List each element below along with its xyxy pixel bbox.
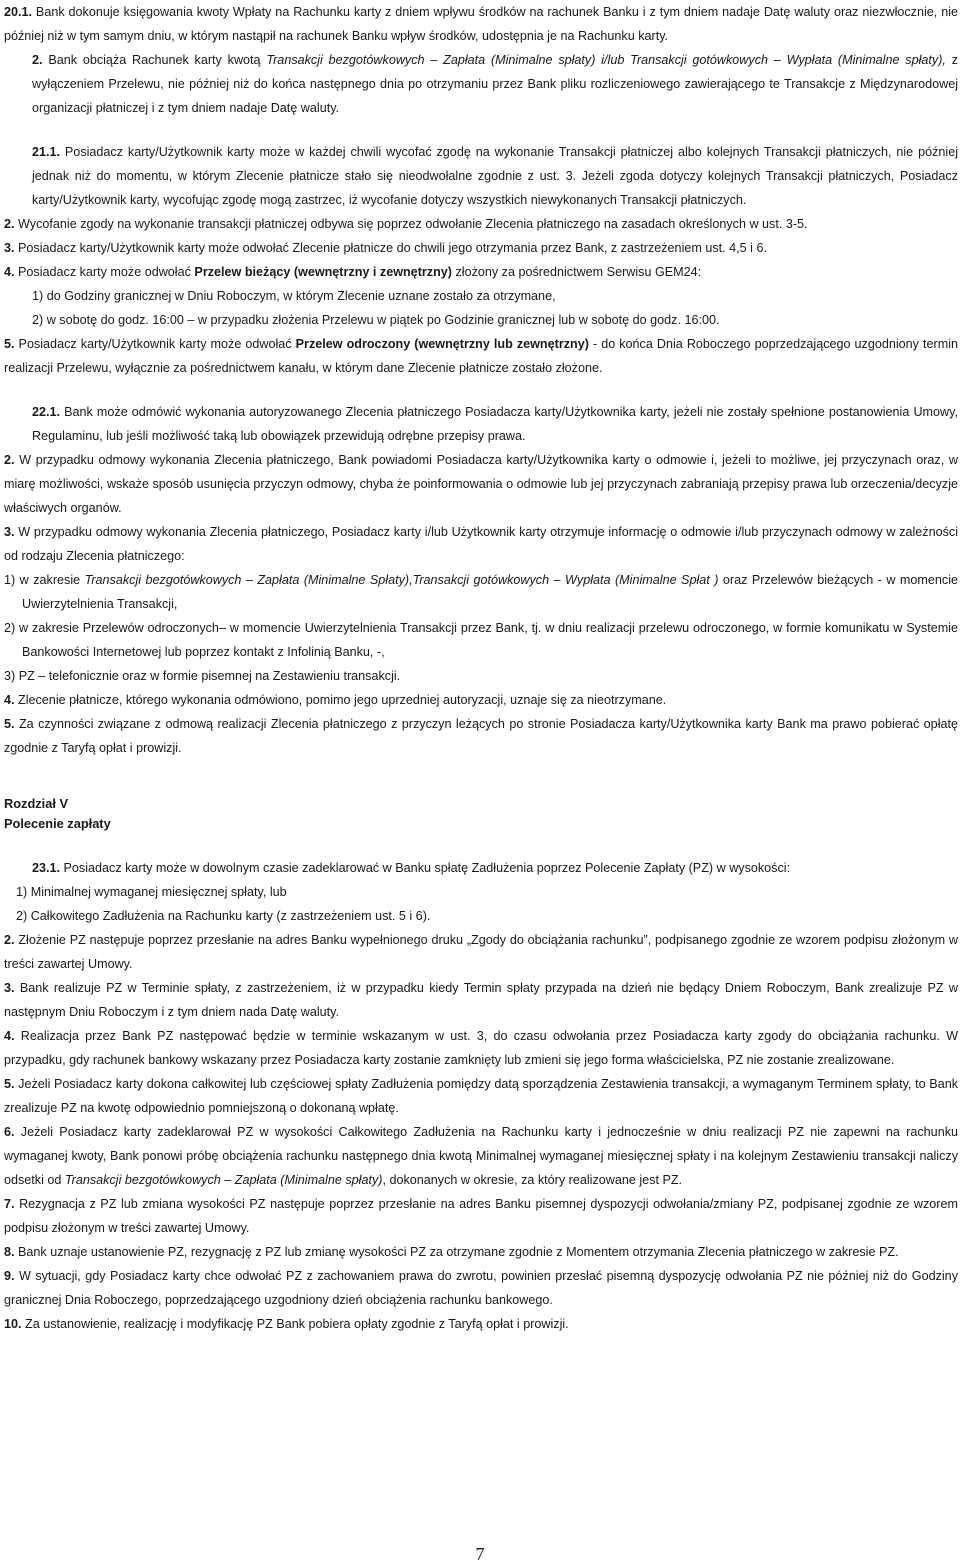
paragraph-text: Posiadacz karty/Użytkownik karty może odwołać	[14, 337, 296, 351]
page-number: 7	[475, 1544, 485, 1564]
paragraph-text: Złożenie PZ następuje poprzez przesłanie na adres Banku wypełnionego druku „Zgody do obciążania rachunku”, podpisanego zgodnie ze wzorem podpisu złożonym w treści zawartej Umowy.	[4, 933, 958, 971]
paragraph-italic: Transakcji bezgotówkowych – Zapłata (Minimalne spłaty)	[64, 1173, 383, 1187]
paragraph-text: Bank obciąża Rachunek karty kwotą	[42, 53, 267, 67]
paragraph-text: Za czynności związane z odmową realizacji Zlecenia płatniczego z przyczyn leżących po stronie Posiadacza karty/Użytkownika karty Bank ma prawo pobierać opłatę zgodnie z Taryfą opłat i prowizji.	[4, 717, 958, 755]
list-item: 1) do Godziny granicznej w Dniu Roboczym, w którym Zlecenie uznane zostało za otrzymane,	[32, 289, 556, 303]
paragraph-text: Bank może odmówić wykonania autoryzowanego Zlecenia płatniczego Posiadacza karty/Użytkownika karty, jeżeli nie zostały spełnione postanowienia Umowy, Regulaminu, lub jeśli możliwość taką lub obowiązek przewidują odrębne przepisy prawa.	[32, 405, 958, 443]
paragraph-number: 5.	[4, 1077, 15, 1091]
paragraph-text: - do końca Dnia Roboczego poprzedzającego uzgodniony termin realizacji Przelewu, wyłącznie za pośrednictwem kanału, w którym dane Zlecenie płatnicze zostało złożone.	[4, 337, 959, 375]
section-gap	[4, 120, 958, 140]
paragraph-20-1	[4, 0, 958, 48]
paragraph-text: Wycofanie zgody na wykonanie transakcji płatniczej odbywa się poprzez odwołanie Zlecenia płatniczego na zasadach określonych w ust. 3-5.	[14, 217, 808, 231]
paragraph-22-2	[4, 448, 958, 520]
paragraph-23-5	[4, 1072, 958, 1120]
paragraph-23-7	[4, 1192, 958, 1240]
list-item: 2) w zakresie Przelewów odroczonych– w momencie Uwierzytelnienia Transakcji przez Bank, tj. w dniu realizacji przelewu odroczonego, w formie komunikatu w Systemie Bankowości Internetowej lub poprzez kontakt z Infolinią Banku, -,	[4, 621, 958, 659]
paragraph-23-6	[4, 1120, 958, 1192]
paragraph-number: 4.	[4, 265, 15, 279]
list-item-italic: Transakcji bezgotówkowych – Zapłata (Minimalne Spłaty),Transakcji gotówkowych – Wypłata (Minimalne Spłat )	[84, 573, 719, 587]
paragraph-bold: Przelew bieżący (wewnętrzny i zewnętrzny)	[194, 265, 452, 279]
paragraph-22-4	[4, 688, 958, 712]
paragraph-text: Posiadacz karty/Użytkownik karty może odwołać Zlecenie płatnicze do chwili jego otrzymania przez Bank, z zastrzeżeniem ust. 4,5 i 6.	[14, 241, 767, 255]
document-page	[4, 0, 958, 1336]
paragraph-text: Realizacja przez Bank PZ następować będzie w terminie wskazanym w ust. 3, do czasu odwołania przez Posiadacza karty zgody do obciążania rachunku. W przypadku, gdy rachunek bankowy wskazany przez Posiadacza karty zostanie zamknięty lub zmieni się jego forma właścicielska, PZ nie zostanie zrealizowane.	[4, 1029, 958, 1067]
paragraph-21-5	[4, 332, 958, 380]
paragraph-text: Zlecenie płatnicze, którego wykonania odmówiono, pomimo jego uprzedniej autoryzacji, uznaje się za nieotrzymane.	[14, 693, 667, 707]
paragraph-23-1	[4, 856, 958, 880]
paragraph-21-4	[4, 260, 958, 284]
paragraph-number: 2.	[4, 933, 15, 947]
paragraph-text: Bank realizuje PZ w Terminie spłaty, z zastrzeżeniem, iż w przypadku kiedy Termin spłaty przypada na dzień nie będący Dniem Roboczym, Bank zrealizuje PZ w następnym Dniu Roboczym i z tym dniem nada Datę waluty.	[4, 981, 958, 1019]
paragraph-number: 23.1.	[32, 861, 61, 875]
section-gap	[4, 760, 958, 794]
paragraph-20-2	[4, 48, 958, 120]
paragraph-number: 20.1.	[4, 5, 33, 19]
list-item: 3) PZ – telefonicznie oraz w formie pisemnej na Zestawieniu transakcji.	[4, 669, 401, 683]
paragraph-number: 2.	[4, 217, 15, 231]
paragraph-text: z wyłączeniem Przelewu, nie później niż do końca następnego dnia po otrzymaniu przez Bank pliku rozliczeniowego zawierającego te Transakcje z Międzynarodowej organizacji płatniczej i z tym dniem nadaje Datę waluty.	[32, 53, 958, 115]
paragraph-text: Rezygnacja z PZ lub zmiana wysokości PZ następuje poprzez przesłanie na adres Banku pisemnej dyspozycji odwołania/zmiany PZ, podpisanej zgodnie ze wzorem podpisu złożonym w treści zawartej Umowy.	[4, 1197, 958, 1235]
paragraph-23-10	[4, 1312, 958, 1336]
paragraph-number: 8.	[4, 1245, 15, 1259]
paragraph-text: Posiadacz karty/Użytkownik karty może w każdej chwili wycofać zgodę na wykonanie Transakcji płatniczej albo kolejnych Transakcji płatniczych, nie później jednak niż do momentu, w którym Zlecenie płatnicze stało się nieodwołalne zgodnie z ust. 3. Jeżeli zgoda dotyczy kolejnych Transakcji płatniczych, Posiadacz karty/Użytkownik karty, wycofując zgodę mogą zastrzec, iż wycofanie dotyczy wszystkich niewykonanych Transakcji płatniczych.	[32, 145, 958, 207]
paragraph-text: Posiadacz karty może w dowolnym czasie zadeklarować w Banku spłatę Zadłużenia poprzez Polecenie Zapłaty (PZ) w wysokości:	[60, 861, 791, 875]
paragraph-number: 6.	[4, 1125, 15, 1139]
list-item-text: 1) w zakresie	[4, 573, 85, 587]
paragraph-21-1	[4, 140, 958, 212]
paragraph-text: W przypadku odmowy wykonania Zlecenia płatniczego, Posiadacz karty i/lub Użytkownik karty otrzymuje informację o odmowie i/lub przyczynach odmowy w zależności od rodzaju Zlecenia płatniczego:	[4, 525, 958, 563]
list-item: 2) Całkowitego Zadłużenia na Rachunku karty (z zastrzeżeniem ust. 5 i 6).	[16, 909, 431, 923]
paragraph-text: , dokonanych w okresie, za który realizowane jest PZ.	[382, 1173, 683, 1187]
paragraph-23-2	[4, 928, 958, 976]
paragraph-text: Jeżeli Posiadacz karty zadeklarował PZ w wysokości Całkowitego Zadłużenia na Rachunku karty i jednocześnie w dniu realizacji PZ nie zapewni na rachunku wymaganej kwoty, Bank ponowi próbę obciążenia rachunku następnego dnia kwotą Minimalnej wymaganej miesięcznej spłaty i na kolejnym Zestawieniu transakcji naliczy odsetki od	[4, 1125, 958, 1187]
paragraph-number: 3.	[4, 525, 15, 539]
paragraph-text: W przypadku odmowy wykonania Zlecenia płatniczego, Bank powiadomi Posiadacza karty/Użytkownika karty o odmowie i, jeżeli to możliwe, jej przyczynach oraz, w miarę możliwości, wskaże sposób usunięcia przyczyn odmowy, chyba że poinformowania o odmowie lub jej przyczynach zabraniają przepisy prawa lub orzeczenia/decyzje właściwych organów.	[4, 453, 958, 515]
paragraph-number: 4.	[4, 1029, 15, 1043]
paragraph-text: Posiadacz karty może odwołać	[14, 265, 195, 279]
paragraph-23-9	[4, 1264, 958, 1312]
paragraph-text: Za ustanowienie, realizację i modyfikację PZ Bank pobiera opłaty zgodnie z Taryfą opłat i prowizji.	[21, 1317, 569, 1331]
paragraph-number: 7.	[4, 1197, 15, 1211]
paragraph-number: 3.	[4, 241, 15, 255]
paragraph-italic: Transakcji bezgotówkowych – Zapłata (Minimalne spłaty) i/lub Transakcji gotówkowych – Wypłata (Minimalne spłaty),	[266, 53, 952, 67]
paragraph-22-5	[4, 712, 958, 760]
paragraph-text: złożony za pośrednictwem Serwisu GEM24:	[451, 265, 702, 279]
list-item: 1) Minimalnej wymaganej miesięcznej spłaty, lub	[16, 885, 287, 899]
paragraph-number: 9.	[4, 1269, 15, 1283]
paragraph-number: 5.	[4, 717, 15, 731]
paragraph-text: W sytuacji, gdy Posiadacz karty chce odwołać PZ z zachowaniem prawa do zwrotu, powinien przesłać pisemną dyspozycję odwołania PZ nie później niż do Godziny granicznej Dnia Roboczego, poprzedzającego uzgodniony dzień obciążenia rachunku bankowego.	[4, 1269, 958, 1307]
paragraph-23-3	[4, 976, 958, 1024]
paragraph-number: 3.	[4, 981, 15, 995]
list-item	[4, 568, 958, 616]
paragraph-21-2	[4, 212, 958, 236]
paragraph-number: 2.	[32, 53, 43, 67]
chapter-number: Rozdział V	[4, 796, 68, 811]
paragraph-bold: Przelew odroczony (wewnętrzny lub zewnętrzny)	[295, 337, 589, 351]
paragraph-text: Bank dokonuje księgowania kwoty Wpłaty na Rachunku karty z dniem wpływu środków na rachunek Banku i z tym dniem nadaje Datę waluty oraz niezwłocznie, nie później niż w tym samym dniu, w którym nastąpił na rachunek Banku wpływ środków, udostępnia je na Rachunku karty.	[4, 5, 958, 43]
paragraph-23-4	[4, 1024, 958, 1072]
chapter-title: Polecenie zapłaty	[4, 816, 111, 831]
paragraph-number: 22.1.	[32, 405, 61, 419]
section-gap	[4, 380, 958, 400]
paragraph-text: Bank uznaje ustanowienie PZ, rezygnację z PZ lub zmianę wysokości PZ za otrzymane zgodnie z Momentem otrzymania Zlecenia płatniczego w zakresie PZ.	[14, 1245, 899, 1259]
section-gap	[4, 834, 958, 856]
paragraph-22-1	[4, 400, 958, 448]
paragraph-23-8	[4, 1240, 958, 1264]
paragraph-number: 2.	[4, 453, 15, 467]
list-item: 2) w sobotę do godz. 16:00 – w przypadku złożenia Przelewu w piątek po Godzinie granicznej lub w sobotę do godz. 16:00.	[32, 313, 720, 327]
list-item-text: oraz Przelewów bieżących - w momencie Uwierzytelnienia Transakcji,	[22, 573, 958, 611]
paragraph-number: 21.1.	[32, 145, 61, 159]
paragraph-number: 10.	[4, 1317, 22, 1331]
paragraph-number: 5.	[4, 337, 15, 351]
paragraph-21-3	[4, 236, 958, 260]
paragraph-text: Jeżeli Posiadacz karty dokona całkowitej lub częściowej spłaty Zadłużenia pomiędzy datą sporządzenia Zestawienia transakcji, a wymaganym Terminem spłaty, to Bank zrealizuje PZ na kwotę odpowiednio pomniejszoną o dokonaną wpłatę.	[4, 1077, 958, 1115]
paragraph-22-3	[4, 520, 958, 568]
paragraph-number: 4.	[4, 693, 15, 707]
